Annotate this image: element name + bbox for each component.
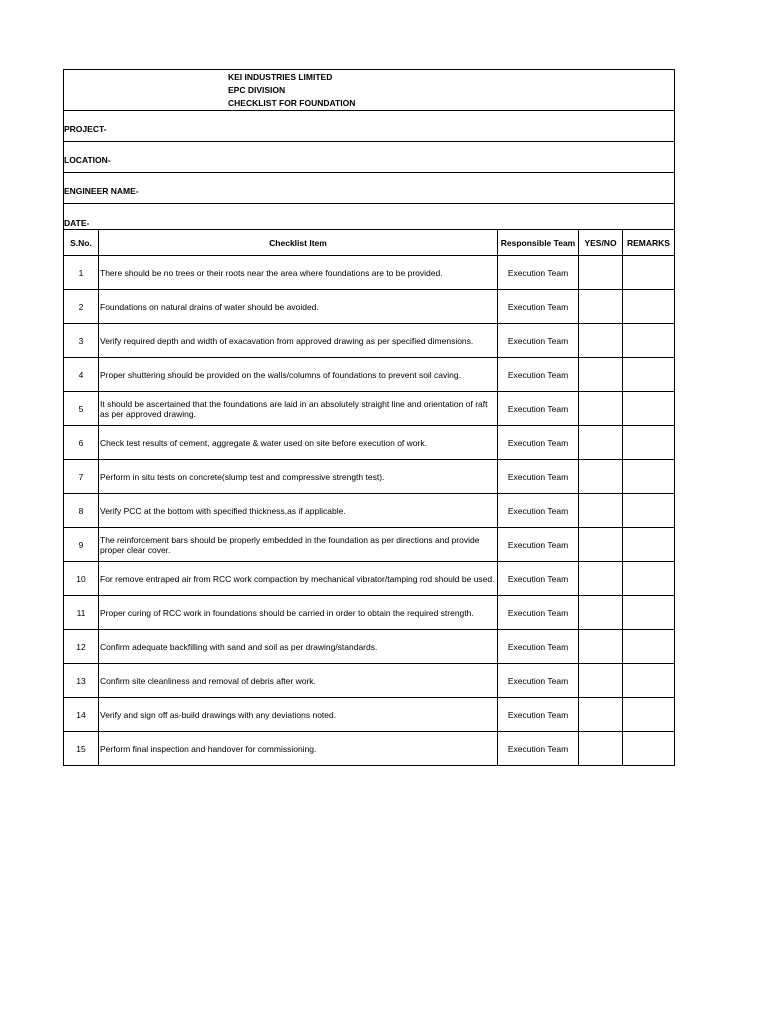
row-yesno-cell[interactable] <box>579 630 623 664</box>
row-sno: 12 <box>64 630 99 664</box>
table-row <box>64 528 675 562</box>
row-team: Execution Team <box>498 698 579 732</box>
row-item: Perform final inspection and handover for commissioning. <box>99 732 498 766</box>
table-row <box>64 358 675 392</box>
table-row <box>64 732 675 766</box>
row-yesno-cell[interactable] <box>579 460 623 494</box>
row-remarks-cell[interactable] <box>623 358 675 392</box>
table-row <box>64 596 675 630</box>
row-item: Check test results of cement, aggregate & water used on site before execution of work. <box>99 426 498 460</box>
row-remarks-cell[interactable] <box>623 630 675 664</box>
row-yesno-cell[interactable] <box>579 664 623 698</box>
row-sno: 8 <box>64 494 99 528</box>
row-item: The reinforcement bars should be properly embedded in the foundation as per directions and provide proper clear cover. <box>99 528 498 562</box>
col-header-item: Checklist Item <box>99 230 498 256</box>
row-team: Execution Team <box>498 494 579 528</box>
project-field[interactable]: PROJECT- <box>64 111 675 142</box>
table-row <box>64 630 675 664</box>
row-sno: 10 <box>64 562 99 596</box>
row-item: It should be ascertained that the foundations are laid in an absolutely straight line and orientation of raft as per approved drawing. <box>99 392 498 426</box>
row-item: Confirm adequate backfilling with sand and soil as per drawing/standards. <box>99 630 498 664</box>
row-sno: 2 <box>64 290 99 324</box>
row-sno: 7 <box>64 460 99 494</box>
row-item: For remove entraped air from RCC work compaction by mechanical vibrator/tamping rod should be used. <box>99 562 498 596</box>
table-row <box>64 494 675 528</box>
row-sno: 1 <box>64 256 99 290</box>
row-item: Verify PCC at the bottom with specified thickness,as if applicable. <box>99 494 498 528</box>
row-team: Execution Team <box>498 664 579 698</box>
table-row <box>64 426 675 460</box>
row-yesno-cell[interactable] <box>579 290 623 324</box>
row-item: Proper curing of RCC work in foundations should be carried in order to obtain the required strength. <box>99 596 498 630</box>
row-yesno-cell[interactable] <box>579 494 623 528</box>
row-team: Execution Team <box>498 630 579 664</box>
row-item: Perform in situ tests on concrete(slump test and compressive strength test). <box>99 460 498 494</box>
column-headers <box>64 230 675 256</box>
table-row <box>64 290 675 324</box>
row-team: Execution Team <box>498 460 579 494</box>
row-yesno-cell[interactable] <box>579 528 623 562</box>
row-team: Execution Team <box>498 562 579 596</box>
row-sno: 5 <box>64 392 99 426</box>
row-sno: 9 <box>64 528 99 562</box>
row-team: Execution Team <box>498 528 579 562</box>
table-row <box>64 392 675 426</box>
row-team: Execution Team <box>498 426 579 460</box>
col-header-yesno: YES/NO <box>579 230 623 256</box>
row-team: Execution Team <box>498 324 579 358</box>
col-header-remarks: REMARKS <box>623 230 675 256</box>
row-remarks-cell[interactable] <box>623 494 675 528</box>
row-yesno-cell[interactable] <box>579 596 623 630</box>
row-remarks-cell[interactable] <box>623 562 675 596</box>
row-item: There should be no trees or their roots near the area where foundations are to be provided. <box>99 256 498 290</box>
row-yesno-cell[interactable] <box>579 426 623 460</box>
row-item: Confirm site cleanliness and removal of debris after work. <box>99 664 498 698</box>
company-name: KEI INDUSTRIES LIMITED <box>228 72 333 82</box>
row-remarks-cell[interactable] <box>623 596 675 630</box>
title-block <box>64 70 675 111</box>
table-row <box>64 256 675 290</box>
row-yesno-cell[interactable] <box>579 358 623 392</box>
row-yesno-cell[interactable] <box>579 256 623 290</box>
row-remarks-cell[interactable] <box>623 324 675 358</box>
row-item: Foundations on natural drains of water should be avoided. <box>99 290 498 324</box>
row-yesno-cell[interactable] <box>579 732 623 766</box>
row-team: Execution Team <box>498 256 579 290</box>
checklist-table <box>63 69 675 766</box>
row-remarks-cell[interactable] <box>623 528 675 562</box>
location-field[interactable]: LOCATION- <box>64 142 675 173</box>
row-remarks-cell[interactable] <box>623 732 675 766</box>
row-sno: 13 <box>64 664 99 698</box>
row-yesno-cell[interactable] <box>579 698 623 732</box>
division-name: EPC DIVISION <box>228 85 286 95</box>
date-field[interactable]: DATE- <box>64 204 675 230</box>
engineer-name-field[interactable]: ENGINEER NAME- <box>64 173 675 204</box>
table-row <box>64 460 675 494</box>
col-header-sno: S.No. <box>64 230 99 256</box>
row-sno: 14 <box>64 698 99 732</box>
row-remarks-cell[interactable] <box>623 392 675 426</box>
row-sno: 3 <box>64 324 99 358</box>
row-item: Verify and sign off as-build drawings with any deviations noted. <box>99 698 498 732</box>
row-sno: 11 <box>64 596 99 630</box>
checklist-sheet <box>63 69 674 766</box>
document-title: CHECKLIST FOR FOUNDATION <box>228 98 356 108</box>
row-team: Execution Team <box>498 732 579 766</box>
table-row <box>64 664 675 698</box>
row-yesno-cell[interactable] <box>579 562 623 596</box>
table-row <box>64 324 675 358</box>
row-team: Execution Team <box>498 596 579 630</box>
col-header-team: Responsible Team <box>498 230 579 256</box>
row-sno: 4 <box>64 358 99 392</box>
form-header <box>64 70 675 230</box>
row-yesno-cell[interactable] <box>579 392 623 426</box>
row-yesno-cell[interactable] <box>579 324 623 358</box>
row-remarks-cell[interactable] <box>623 664 675 698</box>
table-row <box>64 562 675 596</box>
row-sno: 6 <box>64 426 99 460</box>
row-team: Execution Team <box>498 290 579 324</box>
row-sno: 15 <box>64 732 99 766</box>
table-row <box>64 698 675 732</box>
row-item: Proper shuttering should be provided on the walls/columns of foundations to prevent soil caving. <box>99 358 498 392</box>
row-remarks-cell[interactable] <box>623 460 675 494</box>
row-remarks-cell[interactable] <box>623 698 675 732</box>
checklist-rows <box>64 256 675 766</box>
row-remarks-cell[interactable] <box>623 290 675 324</box>
row-team: Execution Team <box>498 358 579 392</box>
row-item: Verify required depth and width of exacavation from approved drawing as per specified dimensions. <box>99 324 498 358</box>
row-remarks-cell[interactable] <box>623 256 675 290</box>
row-team: Execution Team <box>498 392 579 426</box>
row-remarks-cell[interactable] <box>623 426 675 460</box>
